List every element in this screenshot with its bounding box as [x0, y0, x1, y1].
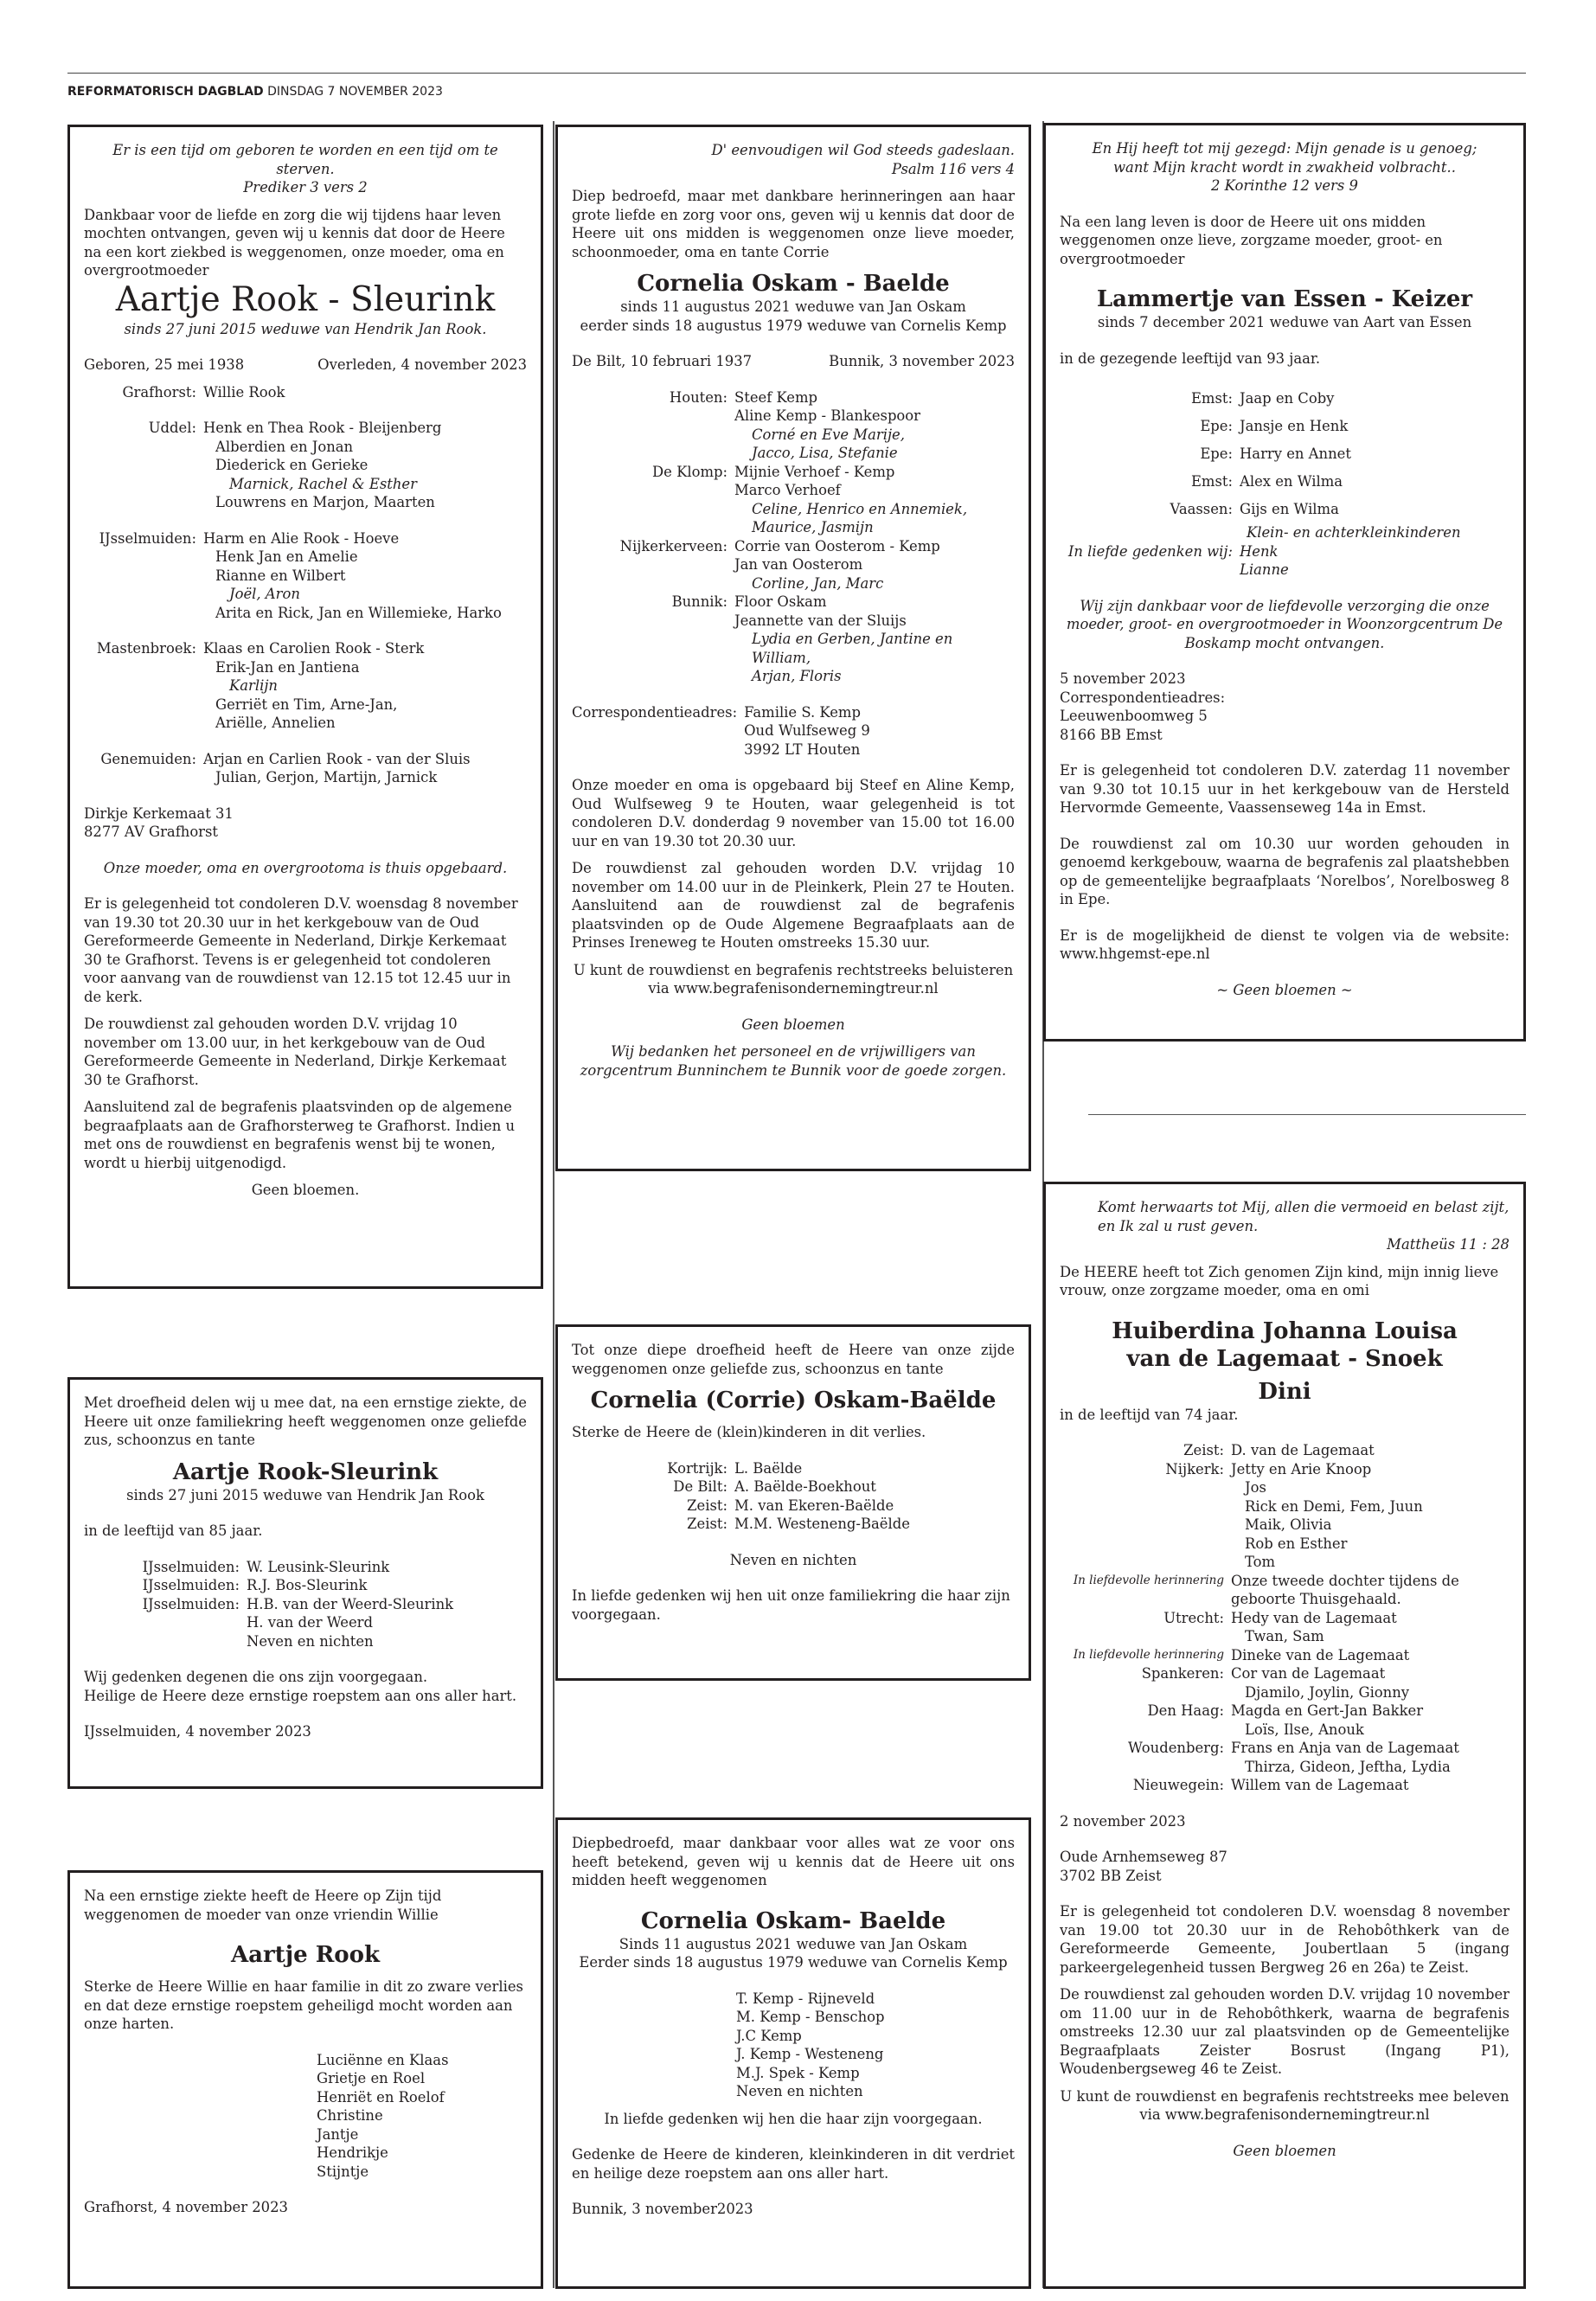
family-member: Corné en Eve Marije, — [752, 426, 905, 443]
row-name: M. van Ekeren-Baëlde — [734, 1497, 894, 1514]
row-members — [1231, 1702, 1509, 1721]
row-place — [136, 1632, 247, 1651]
family-member: Alberdien en Jonan — [215, 438, 354, 455]
family-row — [641, 1477, 1015, 1497]
correspondence-line: 3992 LT Houten — [744, 740, 861, 758]
family-group — [572, 463, 1015, 537]
laid-out-text: Onze moeder en oma is opgebaard bij Steef en Aline Kemp, Oud Wulfseweg 9 te Houten, waar gelegenheid is tot condoleren D.V. donderdag 9 november van 15.00 tot 16.00 uur en van 19.30 tot 20.30 uur. — [572, 777, 1015, 849]
row-name: Alex en Wilma — [1240, 473, 1343, 490]
death-notice-rook-family — [67, 125, 543, 1289]
remember-line: Wij gedenken degenen die ons zijn voorgegaan. — [84, 1669, 428, 1685]
listen-text: U kunt de rouwdienst en begrafenis rechtstreeks mee beleven via www.begrafenisondernemingtreur.nl — [1060, 2087, 1509, 2123]
deceased-name: Lammertje van Essen - Keizer — [1096, 286, 1473, 312]
family-list — [572, 1990, 1015, 2101]
family-member: T. Kemp - Rijneveld — [736, 1990, 875, 2007]
row-place — [1060, 1758, 1231, 1777]
memorial-name: Lianne — [1240, 561, 1289, 578]
friend-name: Jantje — [317, 2125, 359, 2143]
death-notice-sleurink-family — [67, 1377, 543, 1789]
dateline: Grafhorst, 4 november 2023 — [84, 2199, 288, 2215]
age-line: in de gezegende leeftijd van 93 jaar. — [1060, 349, 1321, 367]
row-member: Tom — [1245, 1554, 1276, 1570]
row-place: Woudenberg: — [1128, 1740, 1224, 1756]
memorial-label: In liefde gedenken wij: — [1067, 542, 1233, 560]
birth-date: Geboren, 25 mei 1938 — [84, 356, 245, 373]
family-row — [1060, 1609, 1509, 1628]
row-place: Spankeren: — [1141, 1665, 1224, 1682]
thanks-text: Wij bedanken het personeel en de vrijwilligers van zorgcentrum Bunninchem te Bunnik voor de goede zorgen. — [580, 1043, 1007, 1079]
death-date: Overleden, 4 november 2023 — [317, 356, 527, 373]
death-notice-van-de-lagemaat — [1043, 1182, 1526, 2289]
row-name: L. Baëlde — [734, 1459, 803, 1477]
no-flowers: Geen bloemen — [741, 1016, 845, 1033]
bible-quote: Er is een tijd om geboren te worden en een tijd om te sterven. — [112, 142, 498, 177]
remember-text: In liefde gedenken wij hen die haar zijn voorgegaan. — [604, 2110, 983, 2127]
notice-date: 5 november 2023 — [1060, 670, 1186, 687]
family-member: Corrie van Oosterom - Kemp — [734, 537, 940, 554]
family-member: Aline Kemp - Blankespoor — [734, 407, 921, 424]
family-group — [572, 593, 1015, 686]
prayer-line: Heilige de Heere deze ernstige roepstem aan ons aller hart. — [84, 1687, 517, 1704]
correspondence-label: Correspondentieadres: — [572, 703, 738, 721]
row-member: Loïs, Ilse, Anouk — [1245, 1721, 1364, 1738]
intro-text: Dankbaar voor de liefde en zorg die wij tijdens haar leven mochten ontvangen, geven wij u kennis dat door de Heere na een kort ziekbed is weggenomen, onze moeder, oma en overgrootmoeder — [84, 206, 505, 279]
address-street: Oude Arnhemseweg 87 — [1060, 1849, 1227, 1865]
row-members — [1231, 1776, 1509, 1795]
psalm-reference: Psalm 116 vers 4 — [891, 160, 1015, 177]
family-member: J.C Kemp — [736, 2027, 802, 2044]
row-members — [1231, 1460, 1509, 1479]
age-line: in de leeftijd van 74 jaar. — [1060, 1406, 1239, 1423]
row-member: Twan, Sam — [1245, 1628, 1324, 1644]
cousins-line: Neven en nichten — [729, 1551, 857, 1568]
family-row — [1060, 1460, 1509, 1479]
death-notice-friends — [67, 1870, 543, 2289]
row-name: R.J. Bos-Sleurink — [247, 1577, 368, 1593]
row-place: IJsselmuiden: — [142, 1558, 240, 1575]
row-members — [1231, 1758, 1509, 1777]
family-member: Jacco, Lisa, Stefanie — [752, 445, 898, 461]
family-place: Uddel: — [148, 420, 196, 436]
family-place: De Klomp: — [652, 463, 727, 480]
intro-text: De HEERE heeft tot Zich genomen Zijn kind, mijn innig lieve vrouw, onze zorgzame moeder, oma en omi — [1060, 1263, 1499, 1298]
family-row — [136, 1558, 527, 1577]
age-line: in de leeftijd van 85 jaar. — [84, 1522, 263, 1539]
birth-date: De Bilt, 10 februari 1937 — [572, 353, 753, 369]
row-members — [1231, 1683, 1509, 1702]
row-name: H. van der Weerd — [247, 1614, 373, 1631]
family-group — [84, 529, 527, 623]
death-notice-kemp-family — [555, 125, 1031, 1171]
notice-date: 2 november 2023 — [1060, 1812, 1186, 1830]
service-text: De rouwdienst zal gehouden worden D.V. vrijdag 10 november om 11.00 uur in de Rehobôthkerk, waarna de begrafenis omstreeks 12.30 uur zal plaatsvinden op de Gemeentelijke Begraafplaats Zeister Bosrust (Ingang P1), Woudenbergseweg 46 te Zeist. — [1060, 1986, 1509, 2077]
row-place: Nieuwegein: — [1132, 1777, 1224, 1793]
family-members — [203, 639, 527, 733]
family-member: Erik-Jan en Jantiena — [215, 658, 360, 676]
row-name: H.B. van der Weerd-Sleurink — [247, 1595, 454, 1612]
family-group — [84, 639, 527, 733]
address-postal: 3702 BB Zeist — [1060, 1867, 1162, 1884]
row-place: Zeist: — [687, 1497, 727, 1514]
deceased-name: Aartje Rook - Sleurink — [115, 279, 496, 319]
friend-name: Stijntje — [317, 2163, 369, 2180]
paper-name: REFORMATORISCH DAGBLAD — [67, 85, 264, 99]
listen-text: U kunt de rouwdienst en begrafenis rechtstreeks beluisteren via www.begrafenisondernemingtreur.nl — [573, 961, 1014, 997]
row-place — [1060, 1627, 1231, 1646]
family-member: Jan van Oosterom — [734, 556, 863, 573]
family-row — [1060, 440, 1509, 468]
family-row — [641, 1497, 1015, 1516]
family-member: Ariëlle, Annelien — [215, 715, 336, 731]
row-member: Willem van de Lagemaat — [1231, 1777, 1409, 1793]
row-place: Nijkerk: — [1165, 1460, 1224, 1477]
condolence-text: Er is gelegenheid tot condoleren D.V. woensdag 8 november van 19.00 tot 20.30 uur in de Rehobôthkerk van de Gereformeerde Gemeente, Joubertlaan 5 (ingang parkeergelegenheid tussen Bergweg 26 en 26a) te Zeist. — [1060, 1903, 1509, 1976]
widow-line-1: sinds 11 augustus 2021 weduwe van Jan Oskam — [620, 298, 966, 315]
family-row — [1060, 1721, 1509, 1740]
family-member: Arjan, Floris — [752, 668, 842, 684]
row-members — [1231, 1646, 1509, 1665]
death-notice-van-essen — [1043, 123, 1526, 1042]
column-divider-left — [553, 121, 554, 2288]
row-member: Hedy van de Lagemaat — [1231, 1609, 1397, 1626]
row-name: Neven en nichten — [247, 1632, 374, 1650]
condolence-text: Er is gelegenheid tot condoleren D.V. woensdag 8 november van 19.30 tot 20.30 uur in het kerkgebouw van de Oud Gereformeerde Gemeente in Nederland, Dirkje Kerkemaat 30 te Grafhorst. Tevens is er gelegenheid tot condoleren voor aanvang van de rouwdienst van 12.15 tot 12.45 uur in de kerk. — [84, 895, 518, 1005]
family-member: Henk en Thea Rook - Bleijenberg — [203, 420, 442, 436]
row-place: Zeist: — [1183, 1442, 1224, 1458]
death-notice-baelde-family — [555, 1324, 1031, 1681]
family-member: Mijnie Verhoef - Kemp — [734, 463, 895, 480]
row-name: M.M. Westeneng-Baëlde — [734, 1516, 910, 1532]
family-place: Houten: — [669, 388, 727, 406]
no-flowers: Geen bloemen. — [251, 1182, 360, 1198]
family-members — [203, 750, 527, 787]
deceased-name: Cornelia Oskam - Baelde — [637, 271, 950, 297]
dates-row — [572, 352, 1015, 371]
bible-quote-2: en Ik zal u rust geven. — [1098, 1217, 1259, 1234]
death-date: Bunnik, 3 november 2023 — [829, 353, 1015, 369]
family-row — [1060, 1441, 1509, 1460]
row-member: Magda en Gert-Jan Bakker — [1231, 1702, 1424, 1719]
service-text: De rouwdienst zal gehouden worden D.V. vrijdag 10 november om 13.00 uur, in het kerkgebouw van de Oud Gereformeerde Gemeente in Nederland, Dirkje Kerkemaat 30 te Grafhorst. — [84, 1016, 507, 1088]
intro-text: Met droefheid delen wij u mee dat, na een ernstige ziekte, de Heere uit onze familiekring heeft weggenomen onze geliefde zus, schoonzus en tante — [84, 1394, 527, 1448]
friend-name: Luciënne en Klaas — [317, 2051, 449, 2068]
row-place: De Bilt: — [673, 1478, 727, 1495]
row-members — [1231, 1572, 1509, 1609]
family-row — [136, 1595, 527, 1614]
row-place: In liefdevolle herinnering — [1073, 1573, 1224, 1587]
remember-text: In liefde gedenken wij hen uit onze familiekring die haar zijn voorgegaan. — [572, 1587, 1010, 1623]
correspondence-postal: 8166 BB Emst — [1060, 726, 1163, 743]
row-place — [1060, 1478, 1231, 1572]
family-place: IJsselmuiden: — [99, 529, 196, 547]
postal-line: 8277 AV Grafhorst — [84, 824, 219, 840]
family-place: Genemuiden: — [100, 750, 196, 767]
family-row — [1060, 413, 1509, 440]
bible-reference: Prediker 3 vers 2 — [243, 179, 368, 195]
no-flowers: Geen bloemen — [1233, 2142, 1336, 2159]
deceased-name-line-1: Huiberdina Johanna Louisa — [1112, 1317, 1458, 1344]
row-members — [1231, 1739, 1509, 1758]
address-line: Dirkje Kerkemaat 31 — [84, 804, 234, 822]
family-members — [734, 463, 1015, 537]
row-name: W. Leusink-Sleurink — [247, 1558, 390, 1575]
memorial-name: Henk — [1240, 542, 1279, 560]
row-member: Maik, Olivia — [1245, 1516, 1332, 1533]
family-member: Arita en Rick, Jan en Willemieke, Harko — [215, 604, 502, 621]
psalm-quote: D' eenvoudigen wil God steeds gadeslaan. — [711, 142, 1015, 158]
widow-line-1: Sinds 11 augustus 2021 weduwe van Jan Oskam — [619, 1935, 968, 1952]
row-members — [1231, 1441, 1509, 1460]
correspondence-street: Leeuwenboomweg 5 — [1060, 708, 1208, 724]
burial-text: Aansluitend zal de begrafenis plaatsvinden op de algemene begraafplaats aan de Grafhorsterweg te Grafhorst. Indien u met ons de rouwdienst en begrafenis wenst bij te wonen, wordt u hierbij uitgenodigd. — [84, 1099, 516, 1171]
row-place — [1060, 1721, 1231, 1740]
row-members — [1231, 1721, 1509, 1740]
family-member: Henk Jan en Amelie — [215, 548, 358, 565]
row-place: Zeist: — [687, 1516, 727, 1532]
row-members — [1231, 1627, 1509, 1646]
family-row — [136, 1632, 527, 1651]
correspondence-address — [572, 703, 1015, 760]
dateline: IJsselmuiden, 4 november 2023 — [84, 1723, 311, 1740]
family-member: Klaas en Carolien Rook - Sterk — [203, 640, 425, 657]
friend-name: Hendrikje — [317, 2144, 388, 2161]
correspondence-line: Oud Wulfseweg 9 — [744, 722, 870, 739]
family-row — [1060, 1664, 1509, 1683]
family-row — [1060, 1627, 1509, 1646]
family-row — [1060, 1758, 1509, 1777]
deceased-name: Aartje Rook — [230, 1942, 381, 1968]
deceased-nickname: Dini — [1258, 1378, 1311, 1405]
row-place — [1060, 1683, 1231, 1702]
intro-text: Diep bedroefd, maar met dankbare herinneringen aan haar grote liefde en zorg voor ons, geven wij u kennis dat door de Heere uit ons midden is weggenomen onze lieve moeder, schoonmoeder, oma en tante Corrie — [572, 188, 1015, 260]
bible-quote-2: want Mijn kracht wordt in zwakheid volbracht.. — [1113, 158, 1456, 176]
family-row — [1060, 1572, 1509, 1609]
family-member: Lydia en Gerben, Jantine en William, — [752, 631, 953, 666]
family-list — [84, 383, 527, 787]
correspondence-lines — [744, 703, 1015, 760]
row-place — [136, 1613, 247, 1632]
row-place: Utrecht: — [1163, 1609, 1224, 1626]
row-place: Epe: — [1200, 445, 1233, 462]
row-member: Onze tweede dochter tijdens de geboorte Thuisgehaald. — [1231, 1572, 1459, 1607]
friends-list — [84, 2051, 527, 2182]
family-member: M. Kemp - Benschop — [736, 2009, 885, 2025]
friend-name: Christine — [317, 2107, 383, 2124]
widow-line-2: eerder sinds 18 augustus 1979 weduwe van Cornelis Kemp — [580, 317, 1007, 334]
family-row — [1060, 1702, 1509, 1721]
widow-line: sinds 7 december 2021 weduwe van Aart van Essen — [1097, 314, 1472, 330]
row-member: Jos — [1245, 1479, 1266, 1496]
family-row — [1060, 468, 1509, 496]
row-member: Rob en Esther — [1245, 1535, 1348, 1552]
family-group — [84, 750, 527, 787]
family-list — [1060, 1441, 1509, 1795]
family-member: Celine, Henrico en Annemiek, — [752, 500, 968, 517]
family-group — [572, 537, 1015, 593]
no-flowers: ~ Geen bloemen ~ — [1216, 981, 1353, 998]
family-row — [136, 1576, 527, 1595]
family-list — [572, 1459, 1015, 1534]
memorial-names — [1240, 542, 1509, 580]
deceased-name-line-2: van de Lagemaat - Snoek — [1126, 1345, 1443, 1372]
row-members — [1231, 1664, 1509, 1683]
dates-row — [84, 356, 527, 375]
intro-text: Na een ernstige ziekte heeft de Heere op Zijn tijd weggenomen de moeder van onze vriendin Willie — [84, 1888, 442, 1923]
row-place: Den Haag: — [1147, 1702, 1224, 1719]
dateline: Bunnik, 3 november2023 — [572, 2201, 753, 2217]
family-list — [1060, 385, 1509, 523]
family-member: Julian, Gerjon, Martijn, Jarnick — [215, 769, 438, 785]
row-member: Thirza, Gideon, Jeftha, Lydia — [1245, 1758, 1451, 1775]
family-member: Willie Rook — [203, 383, 285, 401]
family-row — [1060, 1776, 1509, 1795]
row-name: Jansje en Henk — [1240, 418, 1349, 434]
family-member: Diederick en Gerieke — [215, 457, 369, 473]
row-name: Jaap en Coby — [1240, 390, 1335, 407]
row-place: IJsselmuiden: — [142, 1577, 240, 1593]
family-place: Grafhorst: — [122, 383, 196, 401]
friend-name: Henriët en Roelof — [317, 2088, 445, 2106]
row-place: Epe: — [1200, 418, 1233, 434]
wish-text: Gedenke de Heere de kinderen, kleinkinderen in dit verdriet en heilige deze roepstem aan ons aller hart. — [572, 2146, 1015, 2182]
section-divider — [1088, 1114, 1526, 1115]
bible-quote-1: Komt herwaarts tot Mij, allen die vermoeid en belast zijt, — [1098, 1199, 1509, 1215]
row-place: IJsselmuiden: — [142, 1595, 240, 1612]
family-member: M.J. Spek - Kemp — [736, 2064, 860, 2081]
deceased-name: Aartje Rook-Sleurink — [172, 1458, 439, 1485]
family-row — [1060, 1683, 1509, 1702]
family-row — [641, 1459, 1015, 1478]
family-list — [84, 1558, 527, 1651]
deceased-name: Cornelia Oskam- Baelde — [640, 1907, 946, 1934]
family-member: Marco Verhoef — [734, 482, 841, 498]
family-member: Arjan en Carlien Rook - van der Sluis — [203, 750, 471, 767]
death-notice-kemp-children — [555, 1817, 1031, 2289]
family-members — [734, 388, 1015, 463]
row-place: Emst: — [1190, 473, 1233, 490]
row-place: Emst: — [1190, 390, 1233, 407]
family-list — [572, 388, 1015, 686]
family-member: Gerriët en Tim, Arne-Jan, — [215, 695, 398, 713]
wish-text: Sterke de Heere de (klein)kinderen in dit verlies. — [572, 1424, 926, 1440]
intro-text: Tot onze diepe droefheid heeft de Heere van onze zijde weggenomen onze geliefde zus, schoonzus en tante — [572, 1342, 1015, 1377]
bible-quote-1: En Hij heeft tot mij gezegd: Mijn genade is u genoeg; — [1092, 140, 1477, 157]
friend-name: Grietje en Roel — [317, 2070, 426, 2086]
intro-text: Diepbedroefd, maar dankbaar voor alles wat ze voor ons heeft betekend, geven wij u kennis dat de Heere uit ons midden heeft weggenomen — [572, 1835, 1015, 1888]
family-row — [641, 1515, 1015, 1534]
family-row — [1060, 1739, 1509, 1758]
family-member: Rianne en Wilbert — [215, 567, 346, 584]
family-member: Steef Kemp — [734, 388, 818, 406]
deceased-name: Cornelia (Corrie) Oskam-Baëlde — [590, 1388, 997, 1413]
family-group — [84, 419, 527, 512]
row-place: Vaassen: — [1170, 501, 1233, 517]
widow-line: sinds 27 juni 2015 weduwe van Hendrik Jan Rook. — [124, 320, 487, 337]
family-place: Nijkerkerveen: — [619, 537, 727, 554]
family-member: Corline, Jan, Marc — [752, 574, 884, 592]
masthead — [67, 73, 1526, 99]
laid-out-note: Onze moeder, oma en overgrootoma is thuis opgebaard. — [103, 859, 508, 876]
wish-text: Sterke de Heere Willie en haar familie in dit zo zware verlies en dat deze ernstige roepstem geheiligd mocht worden aan onze harten. — [84, 1978, 523, 2032]
row-place: Kortrijk: — [667, 1459, 727, 1477]
correspondence-line: Familie S. Kemp — [744, 703, 861, 721]
family-member: Joël, Aron — [229, 586, 300, 602]
row-name: Harry en Annet — [1240, 445, 1351, 462]
family-member: Karlijn — [229, 677, 278, 694]
correspondence-label: Correspondentieadres: — [1060, 689, 1226, 706]
bible-reference: Mattheüs 11 : 28 — [1387, 1236, 1509, 1253]
issue-date: DINSDAG 7 NOVEMBER 2023 — [267, 85, 443, 99]
family-members — [203, 383, 527, 402]
thanks-text: Wij zijn dankbaar voor de liefdevolle verzorging die onze moeder, groot- en overgrootmoeder in Woonzorgcentrum De Boskamp mocht ontvangen. — [1066, 597, 1503, 651]
family-members — [203, 529, 527, 623]
row-member: D. van de Lagemaat — [1231, 1442, 1375, 1458]
family-row — [136, 1613, 527, 1632]
family-member: J. Kemp - Westeneng — [736, 2046, 884, 2062]
family-member: Louwrens en Marjon, Maarten — [215, 494, 435, 510]
family-row — [1060, 385, 1509, 413]
family-member: Harm en Alie Rook - Hoeve — [203, 529, 400, 547]
family-members — [734, 537, 1015, 593]
row-member: Dineke van de Lagemaat — [1231, 1646, 1410, 1663]
family-members — [734, 593, 1015, 686]
service-text: De rouwdienst zal gehouden worden D.V. vrijdag 10 november om 14.00 uur in de Pleinkerk, Plein 27 te Houten. Aansluitend aan de rouwdienst zal de begrafenis plaatsvinden op de Oude Algemene Begraafplaats aan de Prinses Ireneweg te Houten omstreeks 15.30 uur. — [572, 860, 1015, 951]
row-name: A. Baëlde-Boekhout — [734, 1478, 876, 1495]
row-member: Rick en Demi, Fem, Juun — [1245, 1497, 1423, 1515]
family-members — [203, 419, 527, 512]
follow-text: Er is de mogelijkheid de dienst te volgen via de website: www.hhgemst-epe.nl — [1060, 926, 1509, 962]
row-member: Jetty en Arie Knoop — [1231, 1460, 1372, 1477]
grandchildren-line: Klein- en achterkleinkinderen — [1247, 524, 1461, 541]
condolence-text: Er is gelegenheid tot condoleren D.V. zaterdag 11 november van 9.30 tot 10.15 uur in het kerkgebouw van de Hersteld Hervormde Gemeente, Vaassenseweg 14a in Emst. — [1060, 762, 1509, 816]
service-text: De rouwdienst zal om 10.30 uur worden gehouden in genoemd kerkgebouw, waarna de begrafenis zal plaatshebben op de gemeentelijke begraafplaats ‘Norelbos’, Norelbosweg 8 in Epe. — [1060, 835, 1509, 907]
family-group — [572, 388, 1015, 463]
family-place: Mastenbroek: — [96, 640, 196, 657]
family-group — [84, 383, 527, 402]
family-row — [1060, 1646, 1509, 1665]
family-place: Bunnik: — [671, 593, 727, 610]
bible-reference: 2 Korinthe 12 vers 9 — [1211, 177, 1358, 194]
memorial-group — [1060, 542, 1509, 580]
row-members — [1231, 1478, 1509, 1572]
row-place: In liefdevolle herinnering — [1073, 1647, 1224, 1662]
row-members — [1231, 1609, 1509, 1628]
family-member: Marnick, Rachel & Esther — [229, 475, 417, 492]
family-member: Jeannette van der Sluijs — [734, 612, 907, 629]
widow-line: sinds 27 juni 2015 weduwe van Hendrik Jan Rook — [126, 1486, 484, 1503]
family-row — [1060, 1478, 1509, 1572]
family-member: Maurice, Jasmijn — [752, 519, 874, 535]
family-member: Floor Oskam — [734, 593, 827, 610]
row-member: Frans en Anja van de Lagemaat — [1231, 1740, 1459, 1756]
intro-text: Na een lang leven is door de Heere uit ons midden weggenomen onze lieve, zorgzame moeder, groot- en overgrootmoeder — [1060, 213, 1443, 267]
row-name: Gijs en Wilma — [1240, 501, 1339, 517]
family-row — [1060, 496, 1509, 523]
row-member: Cor van de Lagemaat — [1231, 1665, 1386, 1682]
widow-line-2: Eerder sinds 18 augustus 1979 weduwe van Cornelis Kemp — [579, 1954, 1008, 1971]
family-member: Neven en nichten — [736, 2083, 863, 2099]
row-member: Djamilo, Joylin, Gionny — [1245, 1683, 1410, 1701]
